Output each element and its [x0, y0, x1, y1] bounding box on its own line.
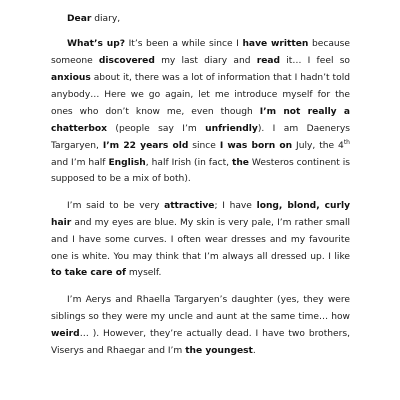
text-run: myself. [125, 268, 162, 279]
bold-phrase: anxious [51, 73, 91, 84]
text-run: July, the 4 [292, 140, 344, 151]
salutation [51, 11, 350, 28]
paragraph-family [51, 292, 350, 360]
bold-phrase: the youngest [185, 345, 253, 356]
diary-entry-text [51, 11, 350, 369]
bold-phrase: long, blond, curly hair [51, 200, 351, 228]
text-run: my last diary and [154, 56, 257, 67]
bold-phrase: weird [51, 328, 80, 339]
bold-phrase: Dear [67, 14, 92, 24]
text-run: I’m Aerys and Rhaella Targaryen’s daughter (yes, they were siblings so they were my uncle and aunt at the same time… how [51, 294, 350, 322]
text-run: … ). However, they’re actually dead. I have two brothers, Viserys and Rhaegar and I’m [51, 328, 350, 356]
bold-phrase: I’m 22 years old [102, 140, 189, 151]
text-run: . [252, 345, 256, 356]
text-run: It’s been a while since I [124, 39, 243, 50]
text-run: about it, there was a lot of information that I hadn’t told anybody… Here we go again, let me introduce myself for the ones who don’t know me, even though [51, 73, 350, 117]
text-run: because someone [51, 39, 351, 67]
text-run: it… I feel so [280, 56, 350, 67]
paragraph-appearance [51, 198, 350, 283]
text-run: , half Irish (in fact, [145, 157, 232, 168]
bold-phrase: read [256, 56, 281, 67]
text-run: (people say I’m [106, 123, 206, 134]
bold-phrase: have written [242, 39, 309, 50]
text-run: and my eyes are blue. My skin is very pale, I’m rather small and I have some curves. I often wear dresses and my favourite one is white. You may think that I’m always all dressed up. I like [51, 217, 350, 262]
bold-phrase: unfriendly [205, 123, 258, 134]
bold-phrase: What’s up? [67, 39, 125, 50]
bold-phrase: I’m not really a chatterbox [51, 106, 351, 134]
text-run: and I’m half [51, 157, 109, 168]
text-run: I’m said to be very [67, 200, 165, 211]
bold-phrase: discovered [98, 56, 155, 67]
bold-phrase: English [108, 157, 146, 168]
text-run: ; I have [214, 200, 257, 211]
bold-phrase: attractive [164, 200, 215, 211]
bold-phrase: the [231, 157, 249, 168]
bold-phrase: to take care of [51, 268, 126, 279]
ordinal-suffix: th [343, 138, 350, 146]
text-run: Westeros continent is supposed to be a mix of both). [51, 157, 350, 185]
text-run: diary, [91, 14, 121, 24]
text-run: since [188, 140, 220, 151]
paragraph-introduction [51, 36, 350, 188]
bold-phrase: I was born on [219, 140, 293, 151]
text-run: ). I am Daenerys Targaryen, [51, 123, 350, 151]
